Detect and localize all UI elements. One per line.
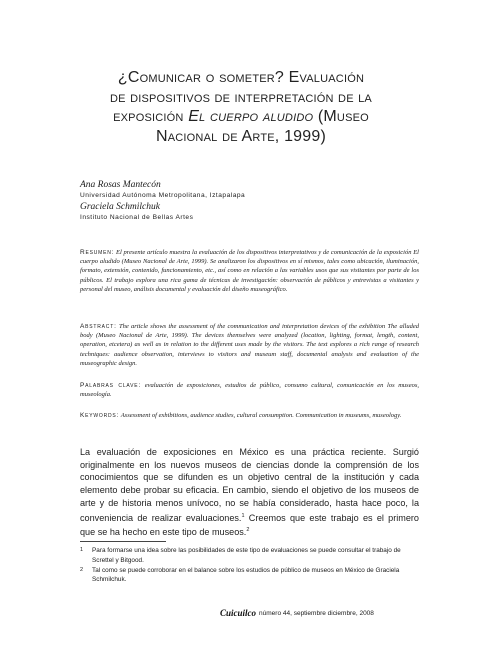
title-italic-work: El cuerpo aludido: [188, 108, 314, 125]
footnote-number: 2: [80, 566, 84, 573]
palabras-clave-text: evaluación de exposiciones, estudios de público, consumo cultural, comunicación en los museos, museología.: [80, 382, 420, 399]
palabras-clave-label: Palabras clave:: [80, 382, 142, 389]
title-line-3-a: exposición: [113, 108, 189, 125]
footnote-number: 1: [80, 547, 84, 553]
resumen-text: El presente artículo muestra la evaluación de los dispositivos interpretativos y de comunicación de la exposición El cuerpo aludido (Museo Nacional de Arte, 1999). Se analizaron los dispositivos en sí mismos, tales como ubicación, iluminación, formato, extensión, contenido, funcionamiento, etc., así como en relación a las variables usos que sus visitantes por parte de los públicos. El trabajo explora una rica gama de técnicas de investigación: observación de públicos y entrevistas a visitantes y personal del museo, análisis documental y evaluación del diseño museográfico.: [80, 249, 419, 293]
keywords-text: Assessment of exhibitions, audience studies, cultural consumption. Communication in museums, museology.: [119, 412, 402, 419]
body-text-part-2: Creemos que este trabajo es el primero que se ha hecho en este tipo de museos.: [80, 512, 419, 538]
title-line-1: ¿Comunicar o someter? Evaluación: [117, 69, 365, 86]
author-name: Ana Rosas Mantecón: [80, 180, 161, 190]
body-paragraph: [80, 446, 419, 539]
footnote-text: Para formarse una idea sobre las posibilidades de este tipo de evaluaciones se puede consultar el trabajo de Screttel y Bitgood.: [92, 547, 401, 564]
author-affiliation: Universidad Autónoma Metropolitana, Iztapalapa: [80, 192, 246, 199]
footnote-divider: [80, 541, 166, 542]
footer-issue-text: número 44, septiembre diciembre, 2008: [259, 609, 374, 617]
footnote-item: [80, 546, 419, 566]
author-affiliation: Instituto Nacional de Bellas Artes: [80, 214, 194, 221]
abstract-text: The article shows the assessment of the communication and interpretation devices of the exhibition The alluded body (Museo Nacional de Arte, 1999). The devices themselves were analyzed (location, lighting, format, length, content, operation, etcetera) as well as in relation to the different uses made by the visitors. The text explores a rich range of research techniques: audience observation, interviews to visitors and museum staff, documental analysis and evaluation of the museographic design.: [80, 323, 419, 367]
footnote-item: [80, 566, 419, 586]
article-title: [70, 68, 412, 147]
journal-logo: Cuicuilco: [220, 608, 257, 618]
title-line-4: Nacional de Arte, 1999): [155, 128, 327, 145]
abstract-label: Abstract:: [80, 323, 117, 330]
footnote-ref-1[interactable]: 1: [241, 512, 245, 519]
title-line-2: de dispositivos de interpretación de la: [110, 89, 372, 106]
keywords-paragraph: [80, 411, 419, 420]
palabras-clave-paragraph: [80, 381, 419, 399]
footnote-text: Tal como se puede corroborar en el balance sobre los estudios de público de museos en México de Graciela Schmilchuk.: [92, 566, 400, 584]
footnotes-block: [80, 546, 419, 585]
footnote-ref-2[interactable]: 2: [246, 527, 250, 534]
body-text-part-1: La evaluación de exposiciones en México es una práctica reciente. Surgió originalmente en los nuevos museos de ciencias donde la comprensión de los conocimientos que se difunden es un objetivo central de la institución y cada elemento debe probar su eficacia. En cambio, siendo el objetivo de los museos de arte y de historia menos unívoco, no se había considerado, hasta hace poco, la conveniencia de realizar evaluaciones.: [80, 447, 419, 523]
keywords-label: Keywords:: [80, 412, 120, 419]
abstract-paragraph: [80, 322, 419, 368]
title-line-3: [70, 107, 412, 127]
author-name: Graciela Schmilchuk: [80, 202, 160, 212]
page-footer: [220, 608, 420, 618]
resumen-label: Resumen:: [80, 249, 115, 256]
authors-block: [80, 180, 410, 224]
resumen-paragraph: [80, 248, 419, 294]
title-line-3-c: (Museo: [313, 108, 369, 125]
